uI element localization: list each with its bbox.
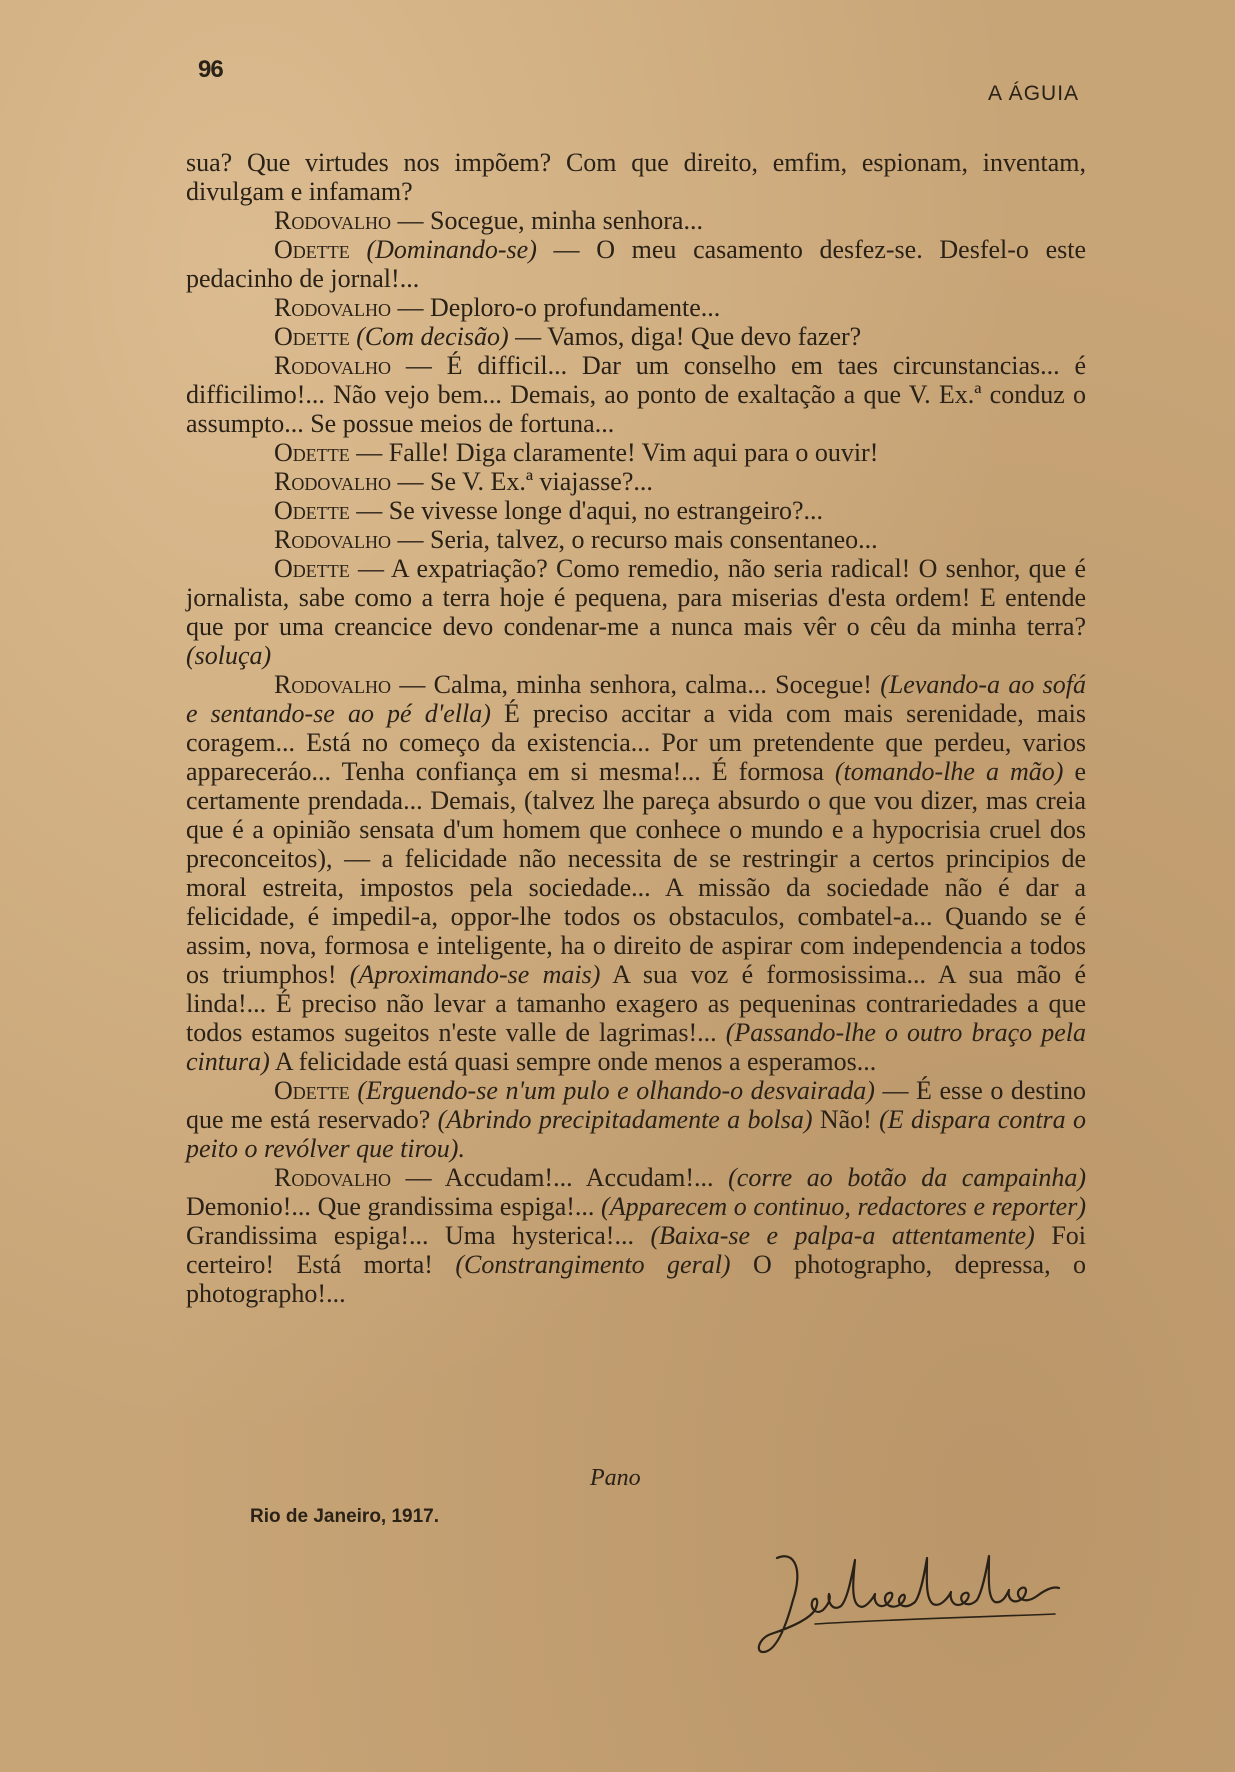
text-paragraph bbox=[186, 1163, 1086, 1308]
stage-direction: (Baixa-se e palpa-a attentamente) bbox=[650, 1221, 1035, 1250]
dialogue-text: — Falle! Diga claramente! Vim aqui para o ouvir! bbox=[349, 438, 879, 467]
text-paragraph bbox=[186, 293, 1086, 322]
running-title: A ÁGUIA bbox=[988, 82, 1080, 105]
stage-direction: (Erguendo-se n'um pulo e olhando-o desvairada) bbox=[349, 1076, 875, 1105]
stage-direction: (Apparecem o continuo, redactores e reporter) bbox=[601, 1192, 1086, 1221]
speaker-name: Rodovalho bbox=[274, 293, 392, 322]
text-paragraph bbox=[186, 235, 1086, 293]
dialogue-text: A sua voz é formosissima... A sua mão é linda!... É preciso não levar a tamanho exagero as pequeninas contrariedades a que todos estamos sugeitos n'este valle de lagrimas!... bbox=[186, 960, 1086, 1047]
text-paragraph bbox=[186, 206, 1086, 235]
dialogue-text: sua? Que virtudes nos impõem? Com que direito, emfim, espionam, inventam, divulgam e infamam? bbox=[186, 148, 1086, 206]
stage-direction: (Constrangimento geral) bbox=[455, 1250, 731, 1279]
dialogue-text: O photographo, depressa, o photographo!... bbox=[186, 1250, 1087, 1308]
speaker-name: Odette bbox=[274, 1076, 350, 1105]
stage-direction: (Abrindo precipitadamente a bolsa) bbox=[437, 1105, 813, 1134]
speaker-name: Odette bbox=[274, 235, 350, 264]
stage-direction: (Dominando-se) bbox=[349, 235, 537, 264]
stage-direction: (Com decisão) bbox=[349, 322, 509, 351]
dialogue-text: — A expatriação? Como remedio, não seria radical! O senhor, que é jornalista, sabe como a terra hoje é pequena, para miserias d'esta ordem! E entende que por uma creancice devo condenar-me a nunca mais vêr o cêu da minha terra? bbox=[186, 554, 1086, 641]
speaker-name: Rodovalho bbox=[274, 467, 392, 496]
dialogue-text: Demonio!... Que grandissima espiga!... bbox=[186, 1192, 602, 1221]
dialogue-text: — É difficil... Dar um conselho em taes circunstancias... é difficilimo!... Não vejo bem... Demais, ao ponto de exaltação a que V. Ex.ª conduz o assumpto... Se possue meios de fortuna... bbox=[186, 351, 1086, 438]
dialogue-text: — Calma, minha senhora, calma... Socegue! bbox=[391, 670, 881, 699]
stage-direction: (E dispara contra o peito o revólver que tirou). bbox=[186, 1105, 1087, 1163]
text-paragraph bbox=[186, 496, 1086, 525]
place-date: Rio de Janeiro, 1917. bbox=[250, 1506, 440, 1527]
speaker-name: Rodovalho bbox=[274, 670, 392, 699]
text-paragraph bbox=[186, 438, 1086, 467]
page-number: 96 bbox=[198, 56, 223, 83]
dialogue-text: — O meu casamento desfez-se. Desfel-o este pedacinho de jornal!... bbox=[186, 235, 1086, 293]
speaker-name: Odette bbox=[274, 496, 350, 525]
play-text bbox=[186, 148, 1086, 1308]
stage-direction: (tomando-lhe a mão) bbox=[834, 757, 1064, 786]
speaker-name: Odette bbox=[274, 322, 350, 351]
handwritten-signature bbox=[755, 1540, 1075, 1660]
text-paragraph bbox=[186, 148, 1086, 206]
stage-direction: (Aproximando-se mais) bbox=[349, 960, 601, 989]
text-paragraph bbox=[186, 554, 1086, 670]
dialogue-text: — Accudam!... Accudam!... bbox=[391, 1163, 729, 1192]
dialogue-text: — Vamos, diga! Que devo fazer? bbox=[508, 322, 862, 351]
stage-direction: (Passando-lhe o outro braço pela cintura) bbox=[186, 1018, 1086, 1076]
text-paragraph bbox=[186, 670, 1086, 1076]
dialogue-text: — Se V. Ex.ª viajasse?... bbox=[391, 467, 653, 496]
text-paragraph bbox=[186, 1076, 1086, 1163]
dialogue-text: É preciso accitar a vida com mais serenidade, mais coragem... Está no começo da existencia... Por um pretendente que perdeu, varios appareceráo... Tenha confiança em si mesma!... É formosa bbox=[186, 699, 1087, 786]
dialogue-text: Foi certeiro! Está morta! bbox=[186, 1221, 1086, 1279]
dialogue-text: — Se vivesse longe d'aqui, no estrangeiro?... bbox=[349, 496, 824, 525]
dialogue-text: — Seria, talvez, o recurso mais consentaneo... bbox=[391, 525, 878, 554]
dialogue-text: — Deploro-o profundamente... bbox=[391, 293, 721, 322]
dialogue-text: A felicidade está quasi sempre onde menos a esperamos... bbox=[269, 1047, 877, 1076]
text-paragraph bbox=[186, 351, 1086, 438]
dialogue-text: Não! bbox=[812, 1105, 880, 1134]
dialogue-text: Grandissima espiga!... Uma hysterica!... bbox=[186, 1221, 651, 1250]
speaker-name: Rodovalho bbox=[274, 525, 392, 554]
dialogue-text: e certamente prendada... Demais, (talvez lhe pareça absurdo o que vou dizer, mas creia que é a opinião sensata d'um homem que conhece o mundo e a hypocrisia cruel dos preconceitos), — a felicidade não necessita de se restringir a certos principios de moral estreita, impostos pela sociedade... A missão da sociedade não é dar a felicidade, é impedil-a, oppor-lhe todos os obstaculos, combatel-a... Quando se é assim, nova, formosa e inteligente, ha o direito de aspirar com independencia a todos os triumphos! bbox=[186, 757, 1086, 989]
speaker-name: Rodovalho bbox=[274, 1163, 392, 1192]
text-paragraph bbox=[186, 525, 1086, 554]
stage-direction: (soluça) bbox=[186, 641, 272, 670]
dialogue-text: — Socegue, minha senhora... bbox=[391, 206, 703, 235]
dialogue-text: — É esse o destino que me está reservado? bbox=[186, 1076, 1086, 1134]
speaker-name: Odette bbox=[274, 438, 350, 467]
speaker-name: Odette bbox=[274, 554, 350, 583]
stage-direction: (corre ao botão da campainha) bbox=[728, 1163, 1087, 1192]
text-paragraph bbox=[186, 322, 1086, 351]
text-paragraph bbox=[186, 467, 1086, 496]
speaker-name: Rodovalho bbox=[274, 206, 392, 235]
stage-direction: (Levando-a ao sofá e sentando-se ao pé d'ella) bbox=[186, 670, 1086, 728]
speaker-name: Rodovalho bbox=[274, 351, 392, 380]
curtain-line: Pano bbox=[590, 1465, 641, 1491]
